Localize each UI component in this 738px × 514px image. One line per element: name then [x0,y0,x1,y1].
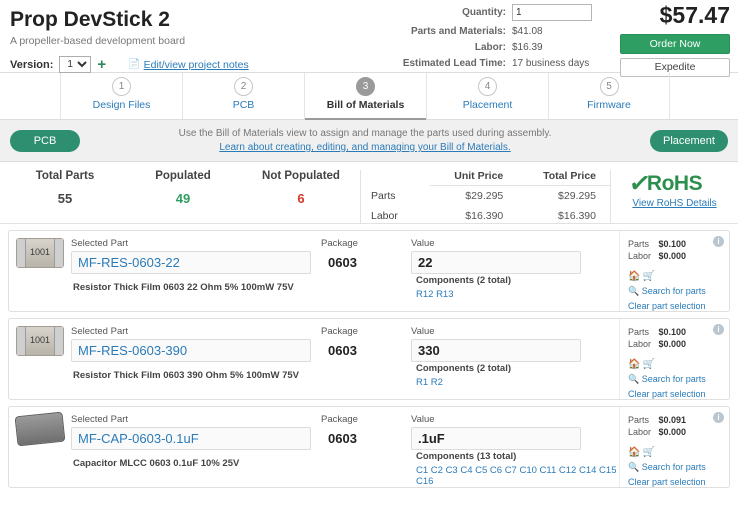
supplier-icons[interactable] [628,447,729,458]
not-populated-value: 6 [297,191,305,206]
list-item[interactable] [8,318,730,400]
value-input[interactable]: .1uF [411,427,581,450]
lead-time-label: Estimated Lead Time: [402,58,506,69]
resistor-chip-icon [16,238,64,268]
selected-part-label: Selected Part [71,414,129,425]
labor-row [400,42,610,53]
components-block [416,451,619,487]
tab-number: 2 [234,77,253,96]
selected-part-label: Selected Part [71,238,129,249]
tab-number: 4 [478,77,497,96]
parts-cost-label: Parts [628,327,650,337]
total-parts-value: 55 [57,191,73,206]
labor-cost-label: Labor [628,339,652,349]
tab-pcb[interactable] [182,73,304,119]
tab-label: PCB [232,99,255,111]
price-row-unit: $29.295 [465,190,504,202]
components-list[interactable]: R12 R13 [416,289,454,300]
parts-materials-value: $41.08 [512,26,543,37]
rohs-badge [610,166,738,223]
home-icon[interactable]: 🏠 [628,447,643,458]
labor-value: $16.39 [512,42,543,53]
selected-part-input[interactable]: MF-RES-0603-390 [71,339,311,362]
part-thumbnail [9,407,71,487]
price-row-total: $16.390 [558,210,596,222]
quantity-input[interactable] [512,4,592,21]
resistor-chip-icon [16,326,64,356]
part-costs [619,231,729,311]
value-field [411,326,591,362]
tab-bill-of-materials[interactable] [304,73,426,119]
value-input[interactable]: 330 [411,339,581,362]
page-title: Prop DevStick 2 [10,8,170,31]
project-notes-link[interactable] [128,59,249,71]
search-for-parts-link[interactable] [628,462,729,473]
part-fields [71,326,619,362]
tab-number: 5 [600,77,619,96]
search-for-parts-link[interactable] [628,374,729,385]
add-version-icon[interactable]: + [97,55,107,73]
labor-cost-value: $0.000 [658,251,687,261]
parts-materials-label: Parts and Materials: [410,26,506,37]
value-label: Value [411,414,435,425]
components-block [416,363,511,388]
order-now-button[interactable]: Order Now [620,34,730,54]
nav-info-bar [0,120,738,162]
workflow-tabs [0,72,738,120]
components-block [416,275,511,300]
info-icon[interactable]: i [713,324,724,335]
clear-part-selection-link[interactable]: Clear part selection [628,301,706,311]
info-text [80,128,650,153]
not-populated-label: Not Populated [262,170,340,182]
part-details [71,319,619,399]
page-subtitle: A propeller-based development board [10,35,186,47]
prev-step-button[interactable]: PCB [10,130,80,152]
price-table-header-row [365,170,610,186]
tab-firmware[interactable] [548,73,670,119]
part-thumbnail [9,319,71,399]
tab-label: Bill of Materials [326,99,405,111]
tab-label: Design Files [92,99,151,111]
tab-number: 3 [356,77,375,96]
info-line-1: Use the Bill of Materials view to assign and manage the parts used during assembly. [178,128,552,139]
lead-time-row [400,58,610,69]
selected-part-label: Selected Part [71,326,129,337]
labor-cost-row [628,427,729,437]
package-label: Package [321,238,358,249]
selected-part-input[interactable]: MF-CAP-0603-0.1uF [71,427,311,450]
tab-placement[interactable] [426,73,548,119]
parts-materials-row [400,26,610,37]
part-description: Resistor Thick Film 0603 390 Ohm 5% 100mW 75V [73,370,299,381]
part-fields [71,414,619,450]
supplier-icons[interactable] [628,271,729,282]
magnifier-icon: 🔍 [628,374,640,384]
table-row [365,206,610,226]
parts-cost-label: Parts [628,239,650,249]
part-costs [619,319,729,399]
cart-icon[interactable]: 🛒 [642,271,657,282]
list-item[interactable] [8,406,730,488]
components-title: Components (13 total) [416,451,517,462]
package-field [321,414,411,450]
info-icon[interactable]: i [713,236,724,247]
package-label: Package [321,326,358,337]
labor-cost-label: Labor [628,251,652,261]
cart-icon[interactable]: 🛒 [642,359,657,370]
document-icon: 📄 [128,59,141,70]
part-description: Capacitor MLCC 0603 0.1uF 10% 25V [73,458,240,469]
package-value: 0603 [328,255,357,270]
quantity-row [400,4,610,21]
home-icon[interactable]: 🏠 [628,271,643,282]
tab-label: Firmware [587,99,631,111]
supplier-icons[interactable] [628,359,729,370]
selected-part-input[interactable]: MF-RES-0603-22 [71,251,311,274]
total-price: $57.47 [659,2,730,28]
info-icon[interactable]: i [713,412,724,423]
selected-part-field [71,414,321,450]
populated-cell [124,170,242,223]
parts-cost-value: $0.100 [658,239,687,249]
parts-cost-value: $0.091 [658,415,687,425]
list-item[interactable] [8,230,730,312]
next-step-button[interactable]: Placement [650,130,728,152]
tab-design-files[interactable] [60,73,182,119]
search-for-parts-label: Search for parts [641,374,706,384]
lead-time-value: 17 business days [512,58,590,69]
labor-cost-value: $0.000 [658,339,687,349]
selected-part-field [71,238,321,274]
part-thumbnail [9,231,71,311]
search-for-parts-link[interactable] [628,286,729,297]
parts-cost-value: $0.100 [658,327,687,337]
price-col-blank [365,170,430,186]
tab-label: Placement [462,99,513,111]
components-list[interactable]: R1 R2 [416,377,443,388]
price-row-unit: $16.390 [465,210,504,222]
rohs-details-link[interactable]: View RoHS Details [632,198,717,209]
parts-cost-label: Parts [628,415,650,425]
price-col-unit: Unit Price [430,170,517,186]
part-counts [0,170,360,223]
value-label: Value [411,326,435,337]
components-list[interactable]: C1 C2 C3 C4 C5 C6 C7 C10 C11 C12 C14 C15 C16 [416,465,617,487]
part-fields [71,238,619,274]
clear-part-selection-link[interactable]: Clear part selection [628,389,706,399]
components-title: Components (2 total) [416,275,511,286]
search-for-parts-label: Search for parts [641,462,706,472]
package-value: 0603 [328,431,357,446]
populated-value: 49 [175,191,191,206]
part-costs [619,407,729,487]
price-table [360,170,610,223]
labor-label: Labor: [474,42,506,53]
price-row-total: $29.295 [558,190,596,202]
expedite-button[interactable]: Expedite [620,58,730,77]
page-header [0,0,738,72]
value-label: Value [411,238,435,249]
price-col-total: Total Price [517,170,610,186]
home-icon[interactable]: 🏠 [628,359,643,370]
package-value: 0603 [328,343,357,358]
chip-code: 1001 [29,247,51,257]
order-summary-fields [400,4,610,74]
tab-number: 1 [112,77,131,96]
part-details [71,407,619,487]
value-field [411,238,591,274]
table-row [365,186,610,207]
version-select[interactable] [59,56,91,73]
price-panel [610,2,730,77]
magnifier-icon: 🔍 [628,462,640,472]
total-parts-label: Total Parts [35,170,95,182]
part-details [71,231,619,311]
package-label: Package [321,414,358,425]
value-input[interactable]: 22 [411,251,581,274]
project-notes-label: Edit/view project notes [143,58,249,71]
price-row-name: Parts [371,189,396,202]
labor-cost-value: $0.000 [658,427,687,437]
part-description: Resistor Thick Film 0603 22 Ohm 5% 100mW 75V [73,282,294,293]
package-field [321,238,411,274]
value-field [411,414,591,450]
bom-part-list [0,224,738,488]
check-icon: ✓ [626,166,653,200]
chip-code: 1001 [29,335,51,345]
rohs-mark: RoHS [646,172,703,195]
components-title: Components (2 total) [416,363,511,374]
package-field [321,326,411,362]
populated-label: Populated [155,170,211,182]
version-label: Version: [10,58,54,71]
labor-cost-row [628,251,729,261]
selected-part-field [71,326,321,362]
clear-part-selection-link[interactable]: Clear part selection [628,477,706,487]
info-learn-more-link[interactable]: Learn about creating, editing, and managing your Bill of Materials. [219,142,511,153]
magnifier-icon: 🔍 [628,286,640,296]
cart-icon[interactable]: 🛒 [642,447,657,458]
labor-cost-row [628,339,729,349]
total-parts-cell [6,170,124,223]
bom-summary [0,162,738,224]
search-for-parts-label: Search for parts [641,286,706,296]
price-row-name: Labor [371,210,398,222]
capacitor-chip-icon [15,412,66,447]
quantity-label: Quantity: [462,7,506,18]
labor-cost-label: Labor [628,427,652,437]
not-populated-cell [242,170,360,223]
